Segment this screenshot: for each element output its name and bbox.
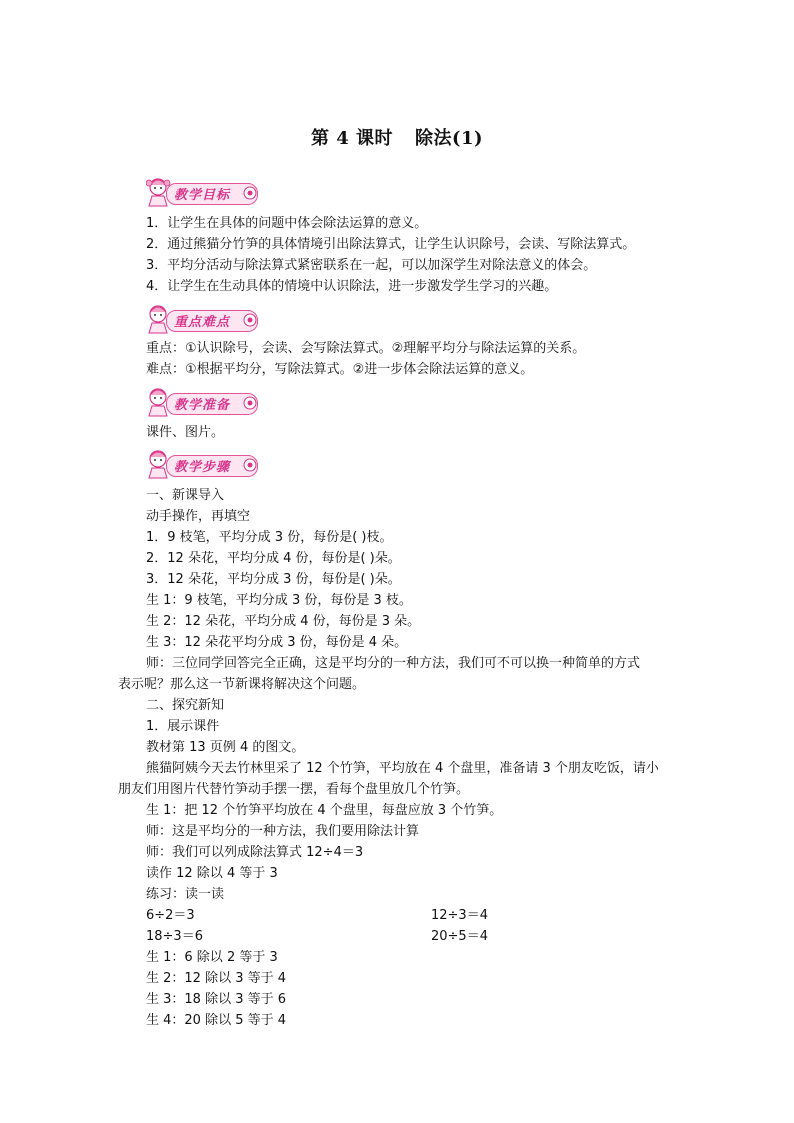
- step-line: 生 3：12 朵花平均分成 3 份，每份是 4 朵。: [146, 635, 408, 650]
- step-line: 3．12 朵花，平均分成 3 份，每份是( )朵。: [146, 572, 401, 587]
- section-banner-objectives: [146, 181, 260, 205]
- step-line: 一、新课导入: [146, 488, 225, 503]
- preparation-item: 课件、图片。: [146, 425, 225, 440]
- section-title-steps: 教学步骤: [174, 460, 231, 475]
- step-line: 读作 12 除以 4 等于 3: [146, 866, 278, 881]
- step-line: 生 1：9 枝笔，平均分成 3 份，每份是 3 枝。: [146, 593, 412, 608]
- objective-item: 3．平均分活动与除法算式紧密联系在一起，可以加深学生对除法意义的体会。: [146, 258, 597, 273]
- section-banner-steps: [146, 453, 260, 477]
- step-line: 熊猫阿姨今天去竹林里采了 12 个竹笋，平均放在 4 个盘里，准备请 3 个朋友吃饭，请小: [146, 761, 659, 776]
- answer-line: 生 1：6 除以 2 等于 3: [146, 950, 278, 965]
- step-line: 师：三位同学回答完全正确，这是平均分的一种方法，我们可不可以换一种简单的方式: [146, 656, 641, 671]
- step-line: 师：我们可以列成除法算式 12÷4＝3: [146, 845, 364, 860]
- step-line: 2．12 朵花，平均分成 4 份，每份是( )朵。: [146, 551, 401, 566]
- lesson-number: 第 4 课时: [310, 128, 393, 149]
- practice-equation: 12÷3＝4: [431, 908, 488, 923]
- practice-equation: 6÷2＝3: [146, 908, 195, 923]
- target-icon: [243, 396, 257, 410]
- answer-line: 生 3：18 除以 3 等于 6: [146, 992, 287, 1007]
- step-line: 生 1：把 12 个竹笋平均放在 4 个盘里，每盘应放 3 个竹笋。: [146, 803, 503, 818]
- step-line: 朋友们用图片代替竹笋动手摆一摆，看每个盘里放几个竹笋。: [118, 782, 470, 797]
- step-line: 表示呢？那么这一节新课将解决这个问题。: [118, 677, 366, 692]
- practice-equation: 20÷5＝4: [431, 929, 488, 944]
- step-line: 1．9 枝笔，平均分成 3 份，每份是( )枝。: [146, 530, 393, 545]
- practice-row: [146, 928, 488, 946]
- step-line: 动手操作，再填空: [146, 509, 251, 524]
- step-line: 师：这是平均分的一种方法，我们要用除法计算: [146, 824, 420, 839]
- target-icon: [243, 313, 257, 327]
- section-banner-preparation: [146, 391, 260, 415]
- practice-row: [146, 907, 488, 925]
- objective-item: 2．通过熊猫分竹笋的具体情境引出除法算式，让学生认识除号，会读、写除法算式。: [146, 237, 636, 252]
- section-banner-key-points: [146, 308, 260, 332]
- section-title-key-points: 重点难点: [174, 315, 231, 330]
- lesson-topic: 除法(1): [415, 128, 484, 149]
- step-line: 教材第 13 页例 4 的图文。: [146, 740, 305, 755]
- key-point-item: 重点：①认识除号，会读、会写除法算式。②理解平均分与除法运算的关系。: [146, 341, 586, 356]
- step-line: 生 2：12 朵花，平均分成 4 份，每份是 3 朵。: [146, 614, 421, 629]
- practice-equation: 18÷3＝6: [146, 929, 203, 944]
- step-line: 1．展示课件: [146, 719, 220, 734]
- section-title-preparation: 教学准备: [174, 398, 231, 413]
- objective-item: 1．让学生在具体的问题中体会除法运算的意义。: [146, 216, 428, 231]
- key-point-item: 难点：①根据平均分，写除法算式。②进一步体会除法运算的意义。: [146, 362, 534, 377]
- step-line: 二、探究新知: [146, 698, 225, 713]
- target-icon: [243, 458, 257, 472]
- page-title: [0, 124, 794, 150]
- answer-line: 生 4：20 除以 5 等于 4: [146, 1013, 287, 1028]
- target-icon: [243, 186, 257, 200]
- section-title-objectives: 教学目标: [174, 188, 231, 203]
- step-line: 练习：读一读: [146, 887, 225, 902]
- objective-item: 4．让学生在生动具体的情境中认识除法，进一步激发学生学习的兴趣。: [146, 279, 558, 294]
- answer-line: 生 2：12 除以 3 等于 4: [146, 971, 287, 986]
